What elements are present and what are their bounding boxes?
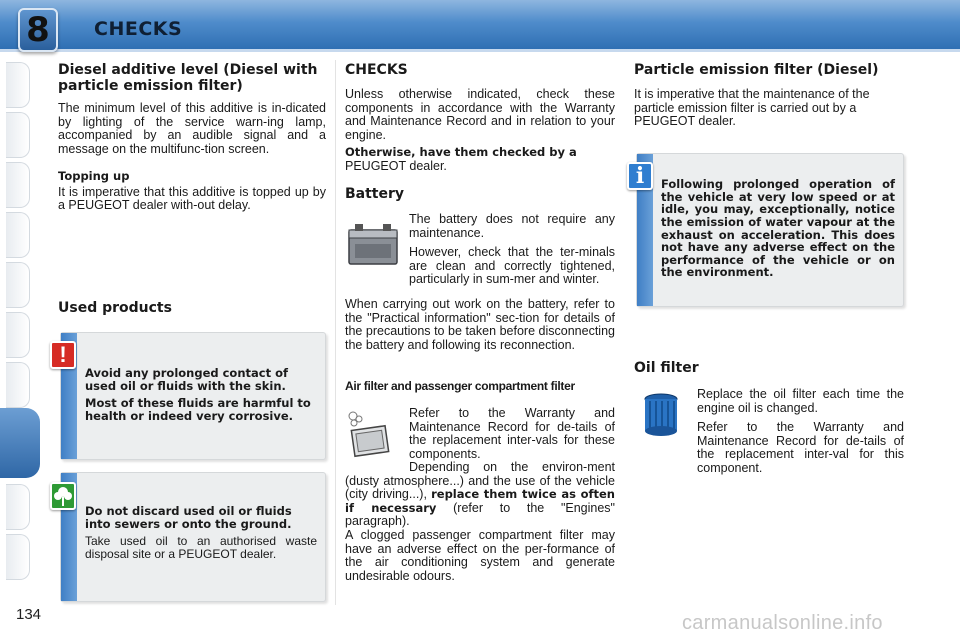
topping-up-heading: Topping up	[58, 169, 130, 184]
warning-note	[60, 332, 326, 460]
chapter-tab[interactable]	[6, 212, 30, 258]
particle-filter-body: It is imperative that the maintenance of the particle emission filter is carried out by a PEUGEOT dealer.	[634, 87, 870, 129]
chapter-tab[interactable]	[6, 62, 30, 108]
environment-leaf-icon	[50, 482, 76, 510]
particle-filter-section	[634, 62, 904, 129]
oil-filter-heading: Oil filter	[634, 360, 699, 376]
info-note-text: Following prolonged operation of the vehicle at very low speed or at idle, you may, exceptionally, notice the emission of water vapour at the exhaust on acceleration. This does not have any adverse effect on the performance of the vehicle or on the environment.	[661, 177, 895, 280]
checks-body: Unless otherwise indicated, check these components in accordance with the Warranty and Maintenance Record and in relation to your engine.	[345, 87, 615, 142]
chapter-tab[interactable]	[6, 112, 30, 158]
battery-icon	[345, 220, 401, 273]
particle-filter-heading: Particle emission filter (Diesel)	[634, 62, 879, 78]
oil-filter-paragraph-1: Replace the oil filter each time the engine oil is changed.	[697, 387, 904, 415]
chapter-tab[interactable]	[6, 484, 30, 530]
battery-heading: Battery	[345, 186, 405, 203]
watermark: carmanualsonline.info	[682, 612, 883, 634]
chapter-tab[interactable]	[6, 534, 30, 580]
air-filter-paragraph-2-start: Depending on the environ-ment (dusty atmosphere...) and the use of the vehicle (city driving...),	[345, 460, 615, 501]
battery-note	[345, 298, 615, 352]
chapter-tab-active[interactable]	[0, 408, 40, 478]
diesel-additive-heading: Diesel additive level (Diesel with particle emission filter)	[58, 62, 318, 95]
oil-filter-paragraph-2: Refer to the Warranty and Maintenance Record for de-tails of the replacement inter-val for this component.	[697, 420, 904, 475]
page-header	[0, 0, 960, 52]
page-number: 134	[16, 606, 42, 623]
info-note	[636, 153, 904, 307]
air-filter-text	[409, 407, 615, 461]
chapter-tabs	[0, 62, 32, 582]
air-filter-paragraph-1: Refer to the Warranty and Maintenance Record for de-tails of the replacement inter-vals for these components.	[409, 406, 615, 461]
checks-tail-text: PEUGEOT dealer.	[345, 158, 447, 173]
warning-line-2: Most of these fluids are harmful to health or indeed very corrosive.	[85, 396, 311, 423]
battery-paragraph-3: When carrying out work on the battery, refer to the "Practical information" sec-tion for details of the precautions to be taken before disconnecting the battery and following its reconnection.	[345, 297, 615, 352]
page-title: CHECKS	[94, 18, 183, 40]
oil-filter-text	[697, 388, 904, 475]
chapter-tab[interactable]	[6, 312, 30, 358]
air-filter-paragraph-3-block	[345, 529, 615, 583]
warning-icon: !	[50, 341, 76, 369]
warning-line-1: Avoid any prolonged contact of used oil or fluids with the skin.	[85, 366, 288, 393]
chapter-tab[interactable]	[6, 362, 30, 408]
battery-text	[409, 213, 615, 287]
column-divider	[335, 60, 336, 605]
air-filter-heading: Air filter and passenger compartment filter	[345, 379, 575, 393]
air-filter-paragraph-2-bold: replace them twice as often if necessary	[345, 487, 615, 515]
battery-paragraph-2: However, check that the ter-minals are clean and correctly tightened, particularly in sum-mer and winter.	[409, 245, 615, 286]
chapter-number-badge: 8	[18, 8, 58, 52]
used-products-heading: Used products	[58, 300, 172, 316]
environment-line-1: Do not discard used oil or fluids into sewers or onto the ground.	[85, 504, 292, 531]
air-filter-paragraph-3: A clogged passenger compartment filter may have an adverse effect on the per-formance of the air conditioning system and generate undesirable odours.	[345, 528, 615, 583]
topping-up-body: It is imperative that this additive is topped up by a PEUGEOT dealer with-out delay.	[58, 184, 326, 213]
chapter-tab[interactable]	[6, 262, 30, 308]
checks-section	[345, 62, 615, 202]
diesel-additive-body: The minimum level of this additive is in-dicated by lighting of the service warn-ing lamp, accompanied by an audible signal and a message on the multifunc-tion screen.	[58, 101, 326, 156]
air-filter-paragraph-2-block	[345, 461, 615, 529]
chapter-tab[interactable]	[6, 162, 30, 208]
info-icon: i	[627, 162, 653, 190]
checks-heading: CHECKS	[345, 62, 408, 78]
diesel-additive-section	[58, 62, 326, 213]
battery-paragraph-1: The battery does not require any maintenance.	[409, 212, 615, 240]
environment-note	[60, 472, 326, 602]
air-filter-icon	[345, 410, 395, 463]
environment-line-2: Take used oil to an authorised waste disposal site or a PEUGEOT dealer.	[85, 534, 317, 562]
oil-filter-icon	[641, 393, 681, 444]
air-filter-paragraph-2-end: (refer to the "Engines" paragraph).	[345, 500, 615, 528]
checks-bold-text: Otherwise, have them checked by a	[345, 145, 577, 160]
